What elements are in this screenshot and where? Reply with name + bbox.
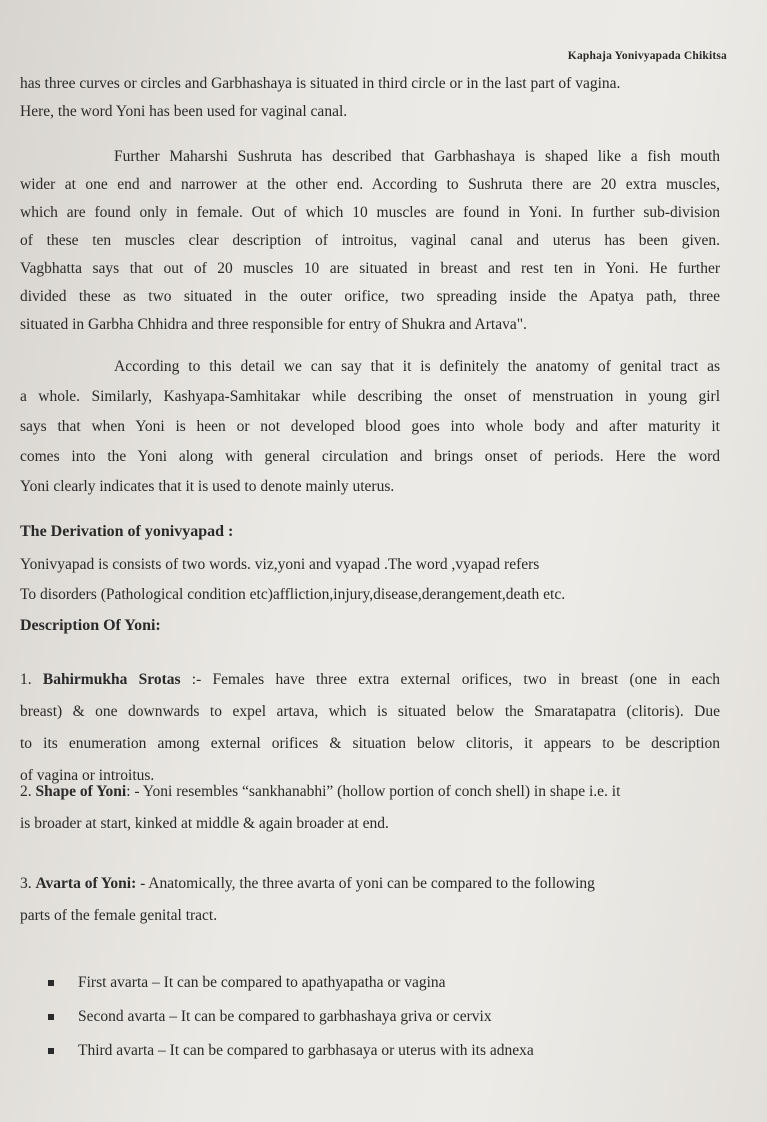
running-header: Kaphaja Yonivyapada Chikitsa: [567, 50, 727, 62]
text-line: to its enumeration among external orifices & situation below clitoris, it appears to be description: [20, 735, 720, 752]
text-line: comes into the Yoni along with general circulation and brings onset of periods. Here the word: [20, 448, 720, 465]
avarta-bullet-list: [48, 966, 534, 1068]
bullet-icon: [48, 1014, 54, 1020]
text-line: is broader at start, kinked at middle & again broader at end.: [20, 815, 389, 832]
item-title: Avarta of Yoni:: [35, 875, 137, 892]
text-line: Vagbhatta says that out of 20 muscles 10 are situated in breast and rest ten in Yoni. He further: [20, 260, 720, 277]
bullet-text: Third avarta – It can be compared to garbhasaya or uterus with its adnexa: [78, 1042, 534, 1059]
intro-paragraph: [20, 70, 720, 126]
item-number: 1.: [20, 671, 32, 688]
text-line: has three curves or circles and Garbhashaya is situated in third circle or in the last part of vagina.: [20, 75, 621, 92]
text-line: of these ten muscles clear description of introitus, vaginal canal and uterus has been given.: [20, 232, 720, 249]
bullet-icon: [48, 1048, 54, 1054]
text-line: To disorders (Pathological condition etc)affliction,injury,disease,derangement,death etc.: [20, 586, 566, 603]
text-line: a whole. Similarly, Kashyapa-Samhitakar while describing the onset of menstruation in young girl: [20, 388, 720, 405]
item-number: 3.: [20, 875, 32, 892]
item-bahirmukha: [20, 664, 720, 792]
anatomy-paragraph: [20, 352, 720, 502]
text-line: Further Maharshi Sushruta has described that Garbhashaya is shaped like a fish mouth: [114, 148, 720, 165]
bullet-text: Second avarta – It can be compared to garbhashaya griva or cervix: [78, 1008, 492, 1025]
text-line: [20, 868, 720, 900]
list-item: [48, 1034, 534, 1068]
text-line: situated in Garbha Chhidra and three responsible for entry of Shukra and Artava".: [20, 316, 527, 333]
text-line: Yonivyapad is consists of two words. viz,yoni and vyapad .The word ,vyapad refers: [20, 556, 540, 573]
bullet-icon: [48, 980, 54, 986]
text-line: According to this detail we can say that it is definitely the anatomy of genital tract as: [114, 358, 720, 375]
text-line: wider at one end and narrower at the other end. According to Sushruta there are 20 extra muscles,: [20, 176, 720, 193]
item-number: 2.: [20, 783, 32, 800]
text-line: of vagina or introitus.: [20, 767, 155, 784]
item-text: : - Yoni resembles “sankhanabhi” (hollow portion of conch shell) in shape i.e. it: [126, 783, 621, 800]
text-line: says that when Yoni is heen or not developed blood goes into whole body and after maturity it: [20, 418, 720, 435]
text-line: divided these as two situated in the outer orifice, two spreading inside the Apatya path, three: [20, 288, 720, 305]
sushruta-paragraph: [20, 143, 720, 339]
text-line: [20, 776, 720, 808]
description-heading: Description Of Yoni:: [20, 617, 161, 634]
item-text: :- Females have three extra external orifices, two in breast (one in each: [180, 671, 720, 688]
item-title: Shape of Yoni: [35, 783, 127, 800]
bullet-text: First avarta – It can be compared to apathyapatha or vagina: [78, 974, 446, 991]
text-line: breast) & one downwards to expel artava, which is situated below the Smaratapatra (clitoris). Due: [20, 703, 720, 720]
list-item: [48, 966, 534, 1000]
derivation-paragraph: [20, 550, 720, 610]
text-line: Here, the word Yoni has been used for vaginal canal.: [20, 103, 348, 120]
item-text: - Anatomically, the three avarta of yoni can be compared to the following: [136, 875, 595, 892]
text-line: which are found only in female. Out of which 10 muscles are found in Yoni. In further sub-division: [20, 204, 720, 221]
item-title: Bahirmukha Srotas: [42, 671, 181, 688]
text-line: Yoni clearly indicates that it is used to denote mainly uterus.: [20, 478, 395, 495]
item-avarta: [20, 868, 720, 932]
derivation-heading: The Derivation of yonivyapad :: [20, 523, 234, 540]
text-line: [20, 664, 720, 696]
item-shape: [20, 776, 720, 840]
text-line: parts of the female genital tract.: [20, 907, 218, 924]
list-item: [48, 1000, 534, 1034]
